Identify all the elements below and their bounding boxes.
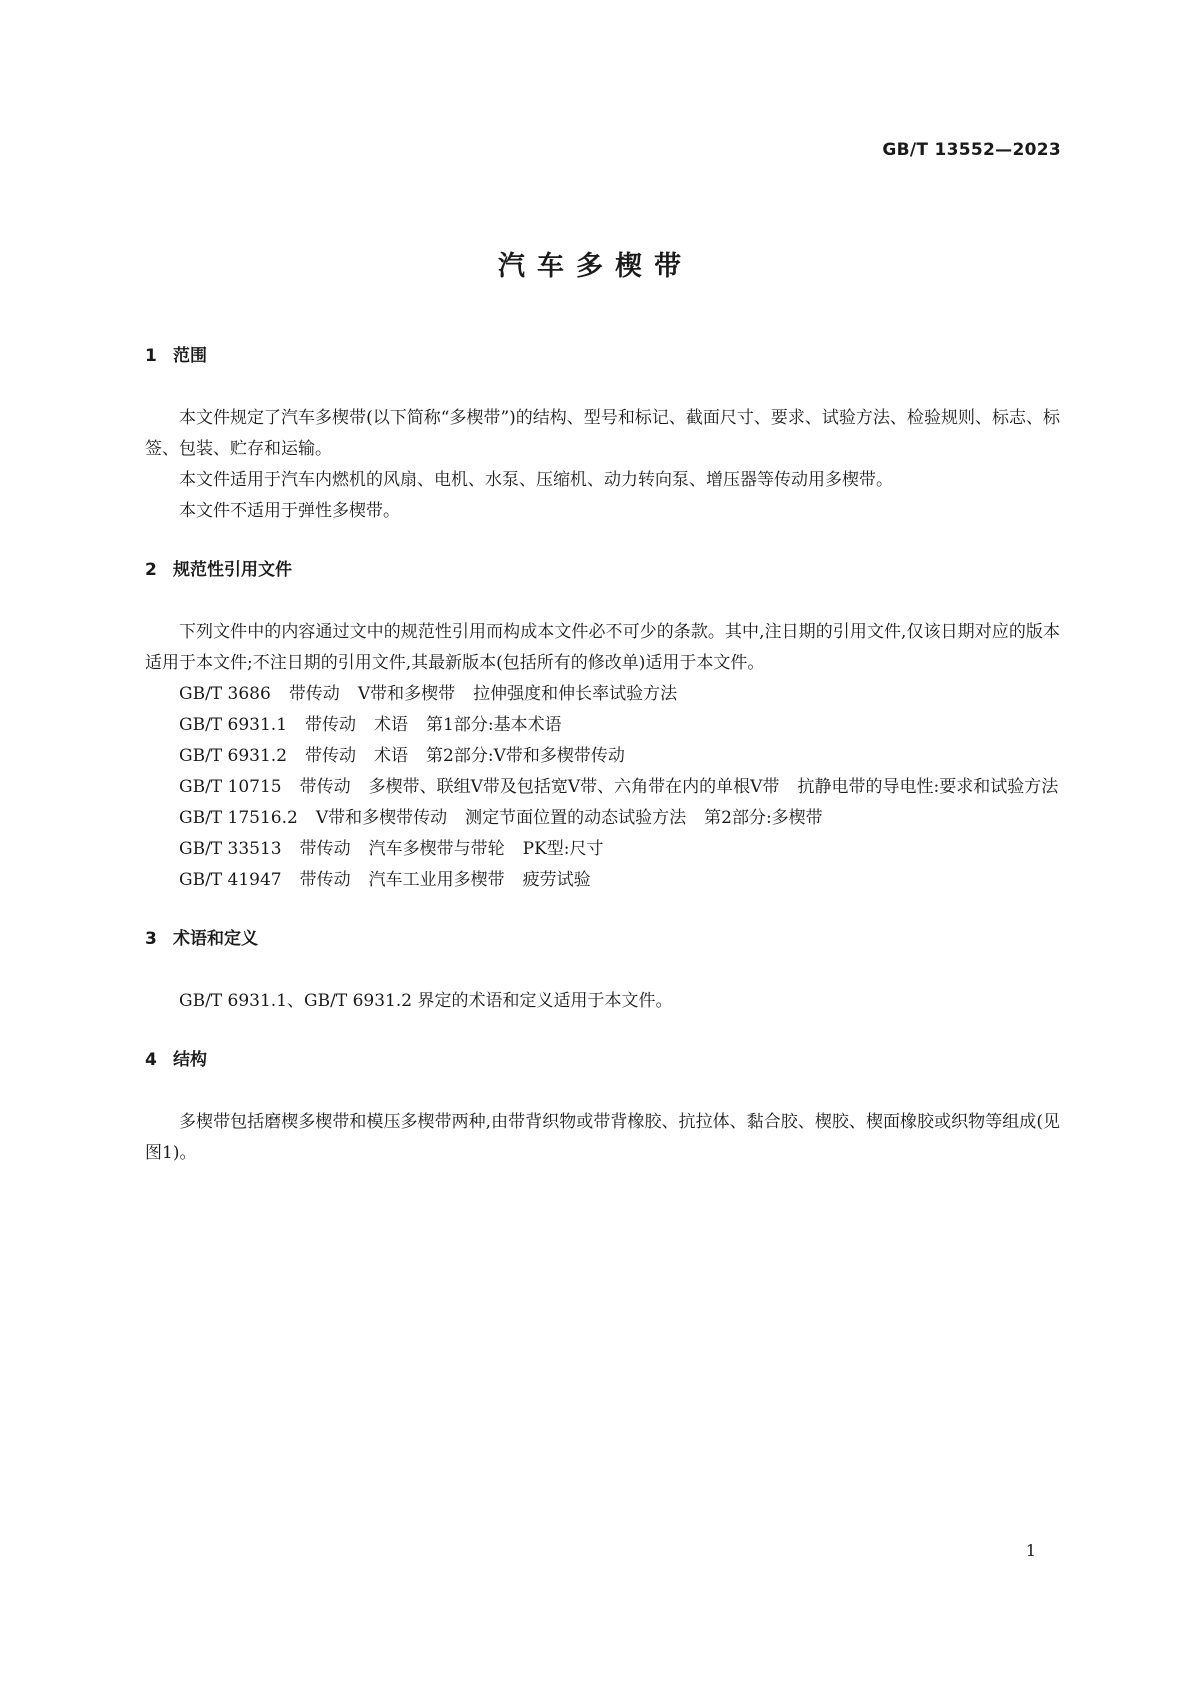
- section-number: 2: [145, 560, 157, 580]
- section-2-heading: [145, 559, 1060, 581]
- section-1-heading: [145, 345, 1060, 367]
- section-number: 4: [145, 1050, 157, 1070]
- reference-code: GB/T 41947: [179, 870, 282, 890]
- reference-code: GB/T 6931.2: [179, 746, 288, 766]
- reference-part: 带传动: [305, 746, 357, 766]
- paragraph: 多楔带包括磨楔多楔带和模压多楔带两种,由带背织物或带背橡胶、抗拉体、黏合胶、楔胶、楔面橡胶或织物等组成(见图1)。: [145, 1112, 1060, 1163]
- reference-code: GB/T 6931.1: [179, 715, 288, 735]
- reference-part: 带传动: [305, 715, 357, 735]
- reference-part: 带传动: [299, 839, 351, 859]
- section-title: 范围: [173, 346, 207, 366]
- section-title: 结构: [173, 1050, 207, 1070]
- reference-part: 汽车工业用多楔带: [368, 870, 505, 890]
- reference-part: 疲劳试验: [522, 870, 591, 890]
- reference-part: 第2部分:多楔带: [704, 808, 823, 828]
- reference-part: 第2部分:V带和多楔带传动: [426, 746, 625, 766]
- reference-part: 第1部分:基本术语: [426, 715, 562, 735]
- page-number: 1: [1025, 1541, 1036, 1560]
- paragraph: 本文件适用于汽车内燃机的风扇、电机、水泵、压缩机、动力转向泵、增压器等传动用多楔带。: [179, 470, 893, 490]
- reference-code: GB/T 33513: [179, 839, 282, 859]
- document-body: [145, 345, 1060, 1169]
- reference-part: 术语: [374, 746, 409, 766]
- paragraph: 本文件规定了汽车多楔带(以下简称“多楔带”)的结构、型号和标记、截面尺寸、要求、试验方法、检验规则、标志、标签、包装、贮存和运输。: [145, 408, 1060, 459]
- section-number: 3: [145, 929, 157, 949]
- reference-part: 多楔带、联组V带及包括宽V带、六角带在内的单根V带: [368, 777, 780, 797]
- standard-number: GB/T 13552—2023: [882, 140, 1061, 160]
- section-title: 规范性引用文件: [173, 560, 292, 580]
- reference-part: 带传动: [299, 777, 351, 797]
- reference-part: 术语: [374, 715, 409, 735]
- document-title: 汽车多楔带: [498, 251, 693, 282]
- reference-item: [145, 772, 1060, 803]
- section-4-heading: [145, 1049, 1060, 1071]
- reference-part: 汽车多楔带与带轮: [368, 839, 505, 859]
- paragraph: GB/T 6931.1、GB/T 6931.2 界定的术语和定义适用于本文件。: [179, 991, 673, 1011]
- reference-part: V带和多楔带: [357, 684, 456, 704]
- reference-part: 测定节面位置的动态试验方法: [465, 808, 687, 828]
- reference-part: 拉伸强度和伸长率试验方法: [473, 684, 678, 704]
- reference-item: [145, 803, 1060, 834]
- section-title: 术语和定义: [173, 929, 258, 949]
- reference-item: [145, 834, 1060, 865]
- reference-part: 抗静电带的导电性:要求和试验方法: [797, 777, 1059, 797]
- reference-part: 带传动: [288, 684, 340, 704]
- reference-code: GB/T 3686: [179, 684, 271, 704]
- reference-part: V带和多楔带传动: [315, 808, 448, 828]
- reference-item: [145, 679, 1060, 710]
- reference-item: [145, 865, 1060, 896]
- reference-code: GB/T 17516.2: [179, 808, 298, 828]
- reference-part: PK型:尺寸: [522, 839, 604, 859]
- paragraph: 下列文件中的内容通过文中的规范性引用而构成本文件必不可少的条款。其中,注日期的引用文件,仅该日期对应的版本适用于本文件;不注日期的引用文件,其最新版本(包括所有的修改单)适用于本文件。: [145, 622, 1060, 673]
- reference-code: GB/T 10715: [179, 777, 282, 797]
- reference-item: [145, 741, 1060, 772]
- section-3-heading: [145, 928, 1060, 950]
- reference-item: [145, 710, 1060, 741]
- section-number: 1: [145, 346, 157, 366]
- paragraph: 本文件不适用于弹性多楔带。: [179, 501, 400, 521]
- reference-part: 带传动: [299, 870, 351, 890]
